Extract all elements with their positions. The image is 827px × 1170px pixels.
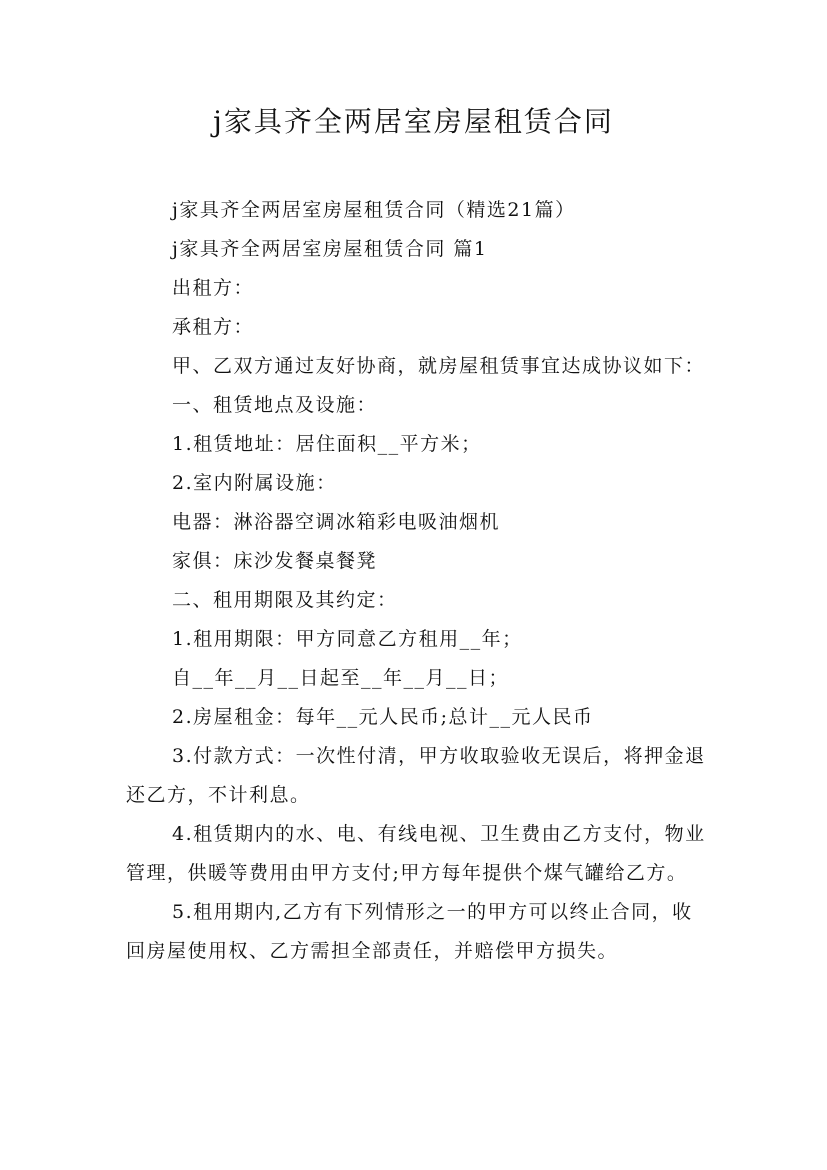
paragraph-utility-fees: 4.租赁期内的水、电、有线电视、卫生费由乙方支付，物业管理，供暖等费用由甲方支付;甲方每年提供个煤气罐给乙方。 (126, 823, 706, 884)
paragraph-lessor: 出租方： (172, 277, 255, 299)
document-body (126, 191, 712, 971)
paragraph-clause-2-heading: 二、租用期限及其约定： (172, 589, 398, 611)
paragraph-furniture: 家俱：床沙发餐桌餐凳 (172, 550, 378, 572)
paragraph-rent: 2.房屋租金：每年__元人民币;总计__元人民币 (172, 706, 594, 728)
paragraph-rental-address: 1.租赁地址：居住面积__平方米； (172, 433, 482, 455)
paragraph-clause-1-heading: 一、租赁地点及设施： (172, 394, 378, 416)
paragraph-rental-dates: 自__年__月__日起至__年__月__日； (172, 667, 510, 689)
paragraph-facilities: 2.室内附属设施： (172, 472, 337, 494)
document-title: j家具齐全两居室房屋租赁合同 (213, 105, 614, 138)
paragraph-subtitle: j家具齐全两居室房屋租赁合同（精选21篇） (172, 199, 576, 221)
paragraph-section-heading: j家具齐全两居室房屋租赁合同 篇1 (172, 238, 488, 260)
paragraph-appliances: 电器：淋浴器空调冰箱彩电吸油烟机 (172, 511, 501, 533)
paragraph-payment-method: 3.付款方式：一次性付清，甲方收取验收无误后，将押金退还乙方，不计利息。 (126, 745, 706, 806)
paragraph-agreement-intro: 甲、乙双方通过友好协商，就房屋租赁事宜达成协议如下： (172, 355, 706, 377)
paragraph-rental-term: 1.租用期限：甲方同意乙方租用__年； (172, 628, 523, 650)
paragraph-termination: 5.租用期内,乙方有下列情形之一的甲方可以终止合同，收回房屋使用权、乙方需担全部责任，并赔偿甲方损失。 (126, 901, 693, 962)
paragraph-lessee: 承租方： (172, 316, 255, 338)
